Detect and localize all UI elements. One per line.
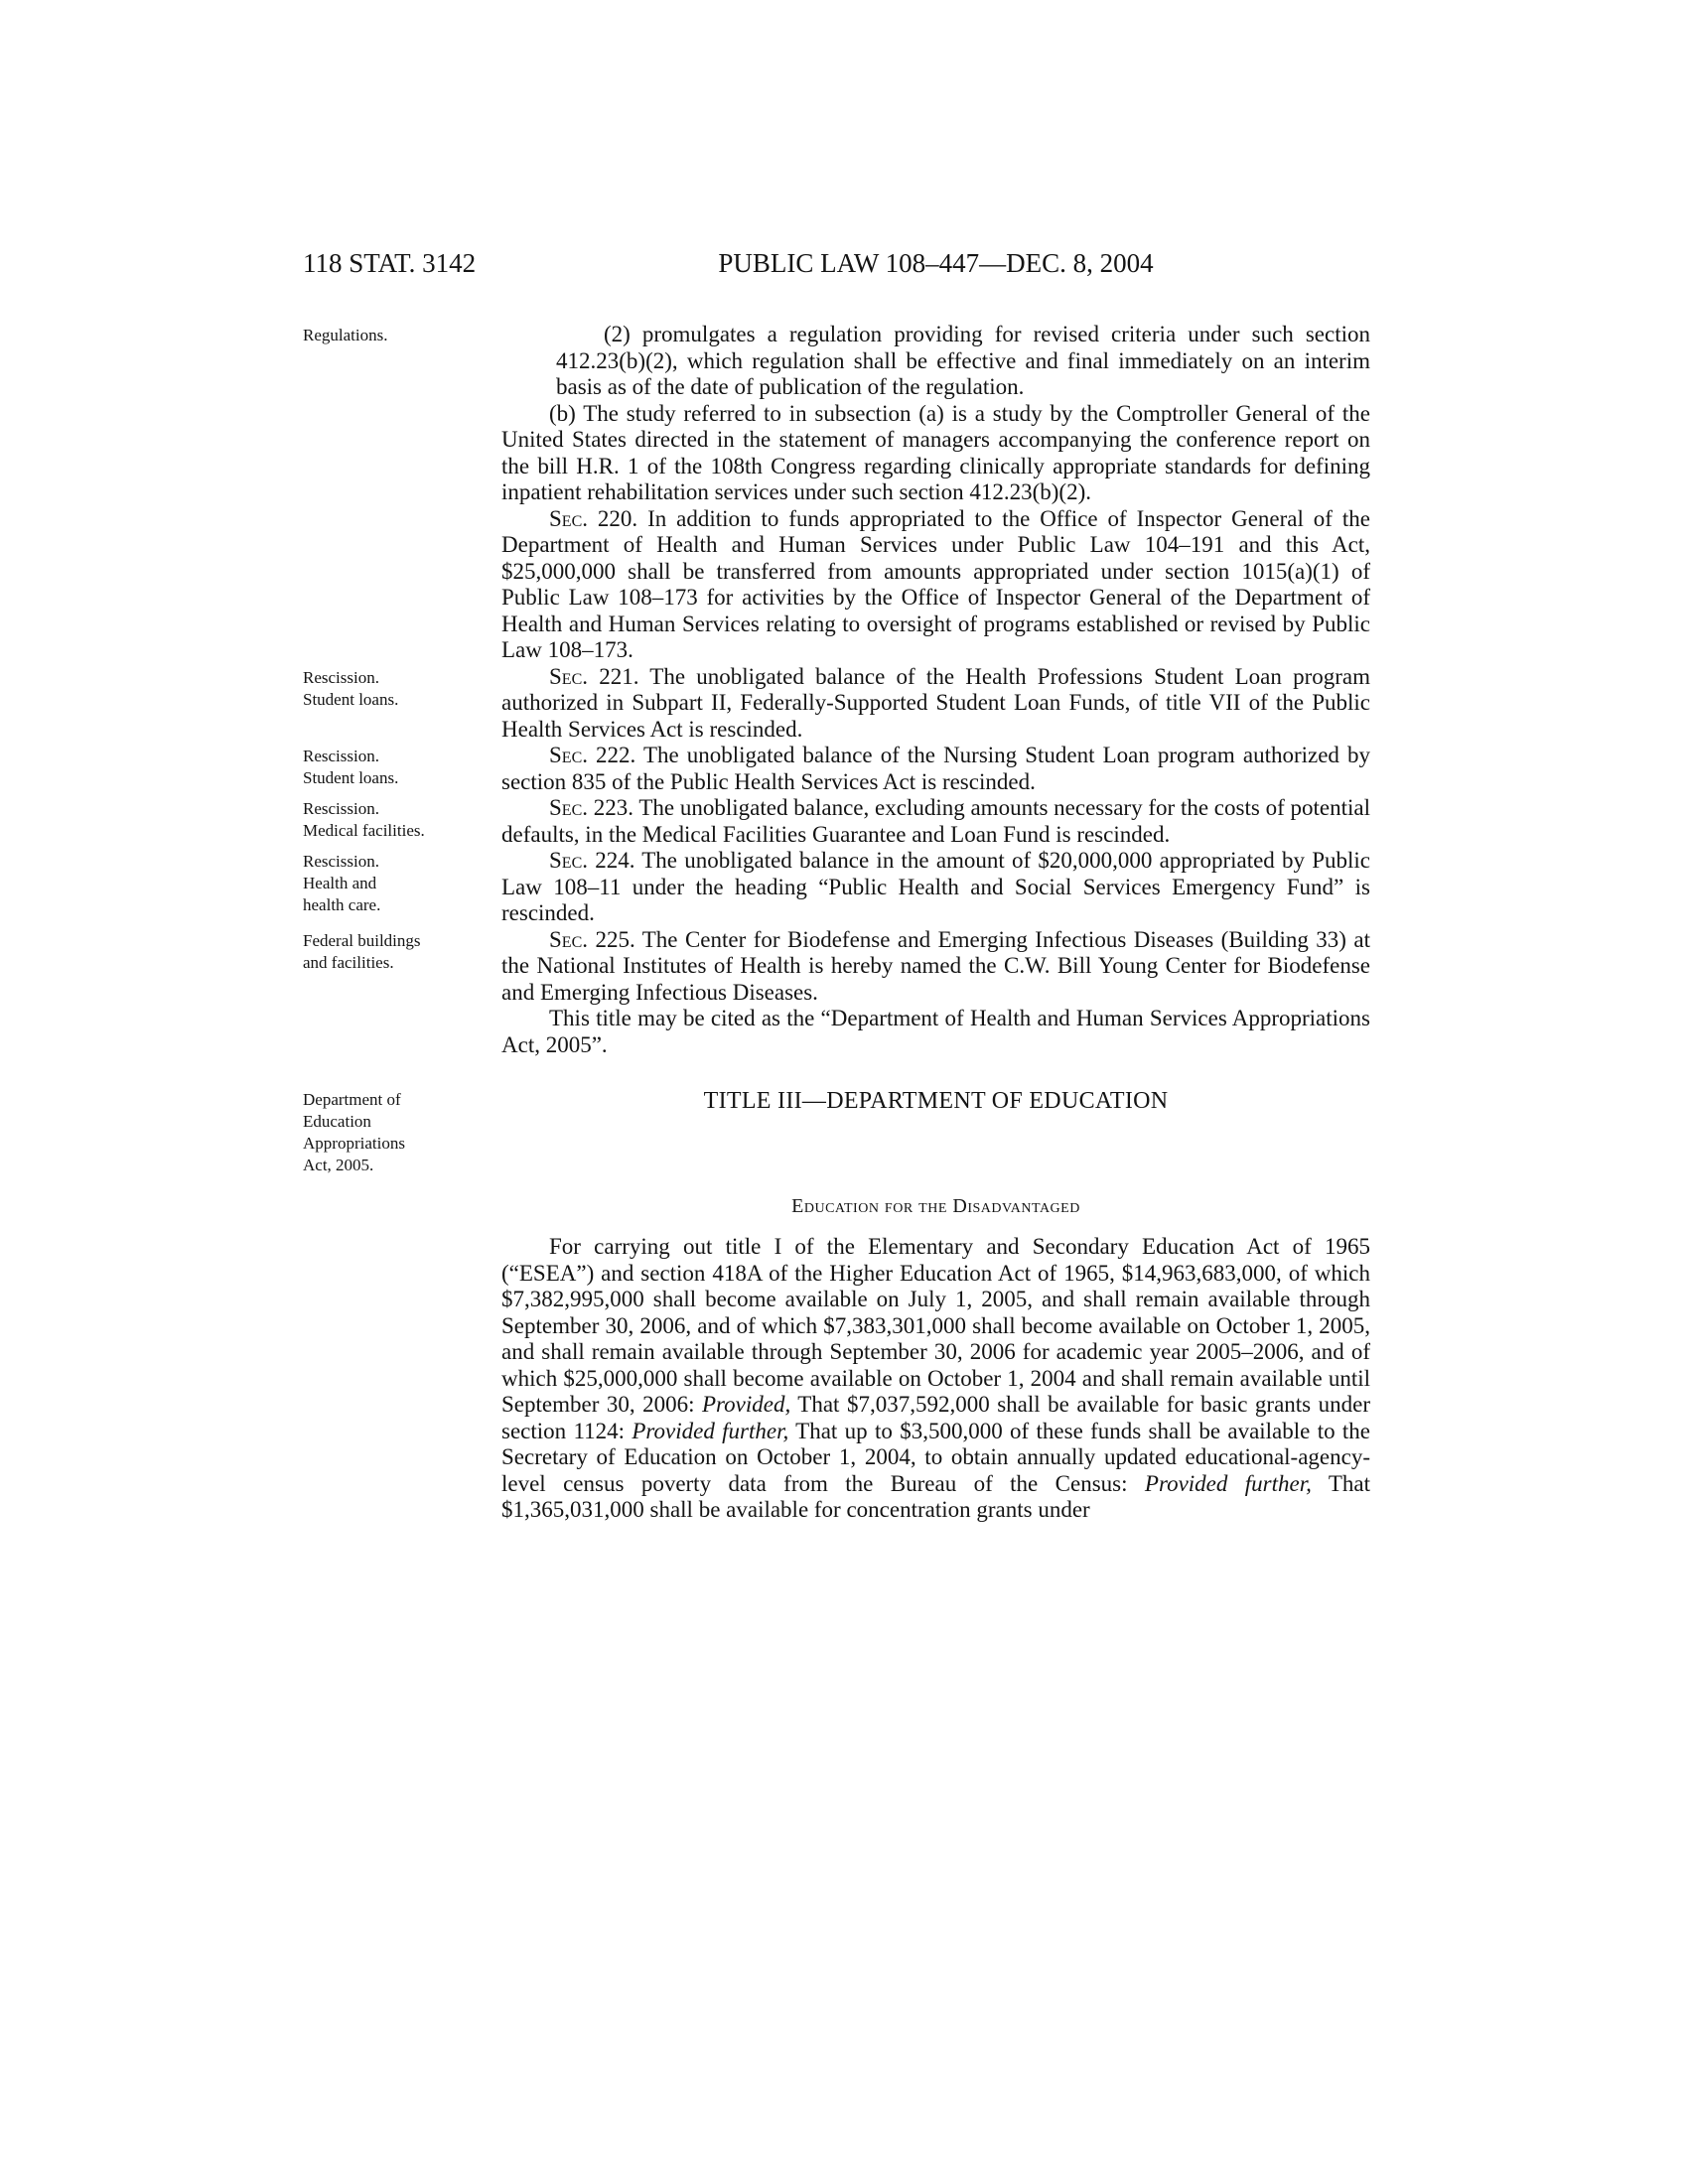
paragraph bbox=[501, 795, 1370, 848]
content-row bbox=[303, 848, 1370, 927]
paragraph bbox=[501, 664, 1370, 744]
paragraph bbox=[501, 927, 1370, 1007]
margin-note-line: Federal buildings bbox=[303, 930, 421, 950]
margin-note-line: Department of bbox=[303, 1090, 401, 1109]
statute-page-number: 118 STAT. 3142 bbox=[303, 248, 477, 278]
margin-note-line: Rescission. bbox=[303, 799, 379, 818]
margin-note-line: Education bbox=[303, 1112, 371, 1131]
paragraph bbox=[501, 1006, 1370, 1058]
content-row bbox=[303, 401, 1370, 506]
margin-note-line: Student loans. bbox=[303, 768, 399, 787]
text-run: 224. The unobligated balance in the amount of $20,000,000 appropriated by Public Law 108–11 under the heading “Public Health and Social Services Emergency Fund” is rescinded. bbox=[501, 848, 1370, 925]
margin-note bbox=[303, 743, 501, 795]
margin-note bbox=[303, 1086, 501, 1176]
content-row bbox=[303, 1234, 1370, 1524]
small-caps-text: Sec. bbox=[549, 743, 588, 767]
text-run: (b) The study referred to in subsection (a) is a study by the Comptroller General of the United States directed in the statement of managers accompanying the conference report on the bill H.R. 1 of the 108th Congress regarding clinically appropriate standards for defining inpatient rehabilitation services under such section 412.23(b)(2). bbox=[501, 400, 1370, 504]
margin-note-line: Rescission. bbox=[303, 667, 379, 687]
title-heading: TITLE III—DEPARTMENT OF EDUCATION bbox=[703, 1088, 1169, 1114]
paragraph bbox=[556, 322, 1370, 401]
margin-note-line: Student loans. bbox=[303, 689, 399, 709]
content-row bbox=[303, 1006, 1370, 1058]
margin-note-line: Rescission. bbox=[303, 747, 379, 765]
text-run: (2) promulgates a regulation providing for revised criteria under such section 412.23(b)(2), which regulation shall be effective and final immediately on an interim basis as of the date of publication of the regulation. bbox=[556, 322, 1370, 399]
margin-note bbox=[303, 401, 501, 506]
small-caps-text: Sec. bbox=[549, 795, 588, 820]
text-run: 220. In addition to funds appropriated to the Office of Inspector General of the Department of Health and Human Services under Public Law 104–191 and this Act, $25,000,000 shall be transferred from amounts appropriated under section 1015(a)(1) of Public Law 108–173 for activities by the Office of Inspector General of the Department of Health and Human Services relating to oversight of programs established or revised by Public Law 108–173. bbox=[501, 505, 1370, 662]
paragraph bbox=[501, 848, 1370, 927]
italic-text: Provided, bbox=[702, 1392, 791, 1417]
margin-note-line: and facilities. bbox=[303, 952, 394, 972]
paragraph bbox=[501, 401, 1370, 506]
margin-note bbox=[303, 795, 501, 848]
small-caps-text: Sec. bbox=[549, 663, 588, 689]
content-row bbox=[303, 1086, 1370, 1176]
content-row bbox=[303, 1176, 1370, 1234]
small-caps-text: Sec. bbox=[549, 505, 588, 531]
content-row bbox=[303, 927, 1370, 1007]
text-run: That $7,037,592,000 shall be available for basic grants under section 1124: bbox=[501, 1392, 1370, 1443]
small-caps-text: Sec. bbox=[549, 926, 588, 952]
law-citation-title: PUBLIC LAW 108–447—DEC. 8, 2004 bbox=[718, 248, 1154, 278]
margin-note bbox=[303, 1234, 501, 1524]
margin-note-line: Regulations. bbox=[303, 326, 388, 344]
margin-note-line: Rescission. bbox=[303, 852, 379, 871]
margin-note bbox=[303, 322, 501, 401]
page-content bbox=[303, 322, 1370, 1524]
margin-note bbox=[303, 1006, 501, 1058]
margin-note bbox=[303, 848, 501, 927]
content-row bbox=[303, 743, 1370, 795]
italic-text: Provided further, bbox=[1144, 1470, 1312, 1496]
margin-note-line: health care. bbox=[303, 895, 381, 914]
page-header bbox=[303, 248, 1370, 284]
content-row bbox=[303, 506, 1370, 664]
text-run: That up to $3,500,000 of these funds shall be available to the Secretary of Education on October 1, 2004, to obtain annually updated educational-agency-level census poverty data from the Bureau of the Census: bbox=[501, 1418, 1371, 1496]
text-run: 225. The Center for Biodefense and Emerging Infectious Diseases (Building 33) at the National Institutes of Health is hereby named the C.W. Bill Young Center for Biodefense and Emerging Infectious Diseases. bbox=[501, 926, 1370, 1005]
small-caps-text: Sec. bbox=[549, 848, 588, 873]
text-run: That $1,365,031,000 shall be available for concentration grants under bbox=[501, 1470, 1371, 1522]
paragraph bbox=[501, 743, 1370, 795]
text-run: 221. The unobligated balance of the Health Professions Student Loan program authorized in Subpart II, Federally-Supported Student Loan Funds, of title VII of the Public Health Services Act is rescinded. bbox=[501, 663, 1370, 742]
content-row bbox=[303, 795, 1370, 848]
margin-note-line: Act, 2005. bbox=[303, 1156, 374, 1174]
content-row bbox=[303, 664, 1370, 744]
margin-note-line: Medical facilities. bbox=[303, 821, 425, 840]
subsection-heading: Education for the Disadvantaged bbox=[791, 1195, 1080, 1217]
text-run: This title may be cited as the “Department of Health and Human Services Appropriations Act, 2005”. bbox=[501, 1006, 1370, 1057]
paragraph bbox=[501, 506, 1370, 664]
text-run: For carrying out title I of the Elementary and Secondary Education Act of 1965 (“ESEA”) and section 418A of the Higher Education Act of 1965, $14,963,683,000, of which $7,382,995,000 shall become available on July 1, 2005, and shall remain available through September 30, 2006, and of which $7,383,301,000 shall become available on October 1, 2005, and shall remain available through September 30, 2006 for academic year 2005–2006, and of which $25,000,000 shall become available on October 1, 2004 and shall remain available until September 30, 2006: bbox=[501, 1234, 1370, 1417]
margin-note-line: Appropriations bbox=[303, 1134, 405, 1153]
margin-note bbox=[303, 664, 501, 744]
paragraph bbox=[501, 1234, 1370, 1524]
margin-note-line: Health and bbox=[303, 874, 377, 892]
margin-note bbox=[303, 506, 501, 664]
margin-note bbox=[303, 927, 501, 1007]
text-run: 222. The unobligated balance of the Nursing Student Loan program authorized by section 835 of the Public Health Services Act is rescinded. bbox=[501, 743, 1370, 794]
text-run: 223. The unobligated balance, excluding amounts necessary for the costs of potential defaults, in the Medical Facilities Guarantee and Loan Fund is rescinded. bbox=[501, 795, 1370, 847]
italic-text: Provided further, bbox=[632, 1418, 789, 1443]
content-row bbox=[303, 322, 1370, 401]
margin-note bbox=[303, 1176, 501, 1234]
